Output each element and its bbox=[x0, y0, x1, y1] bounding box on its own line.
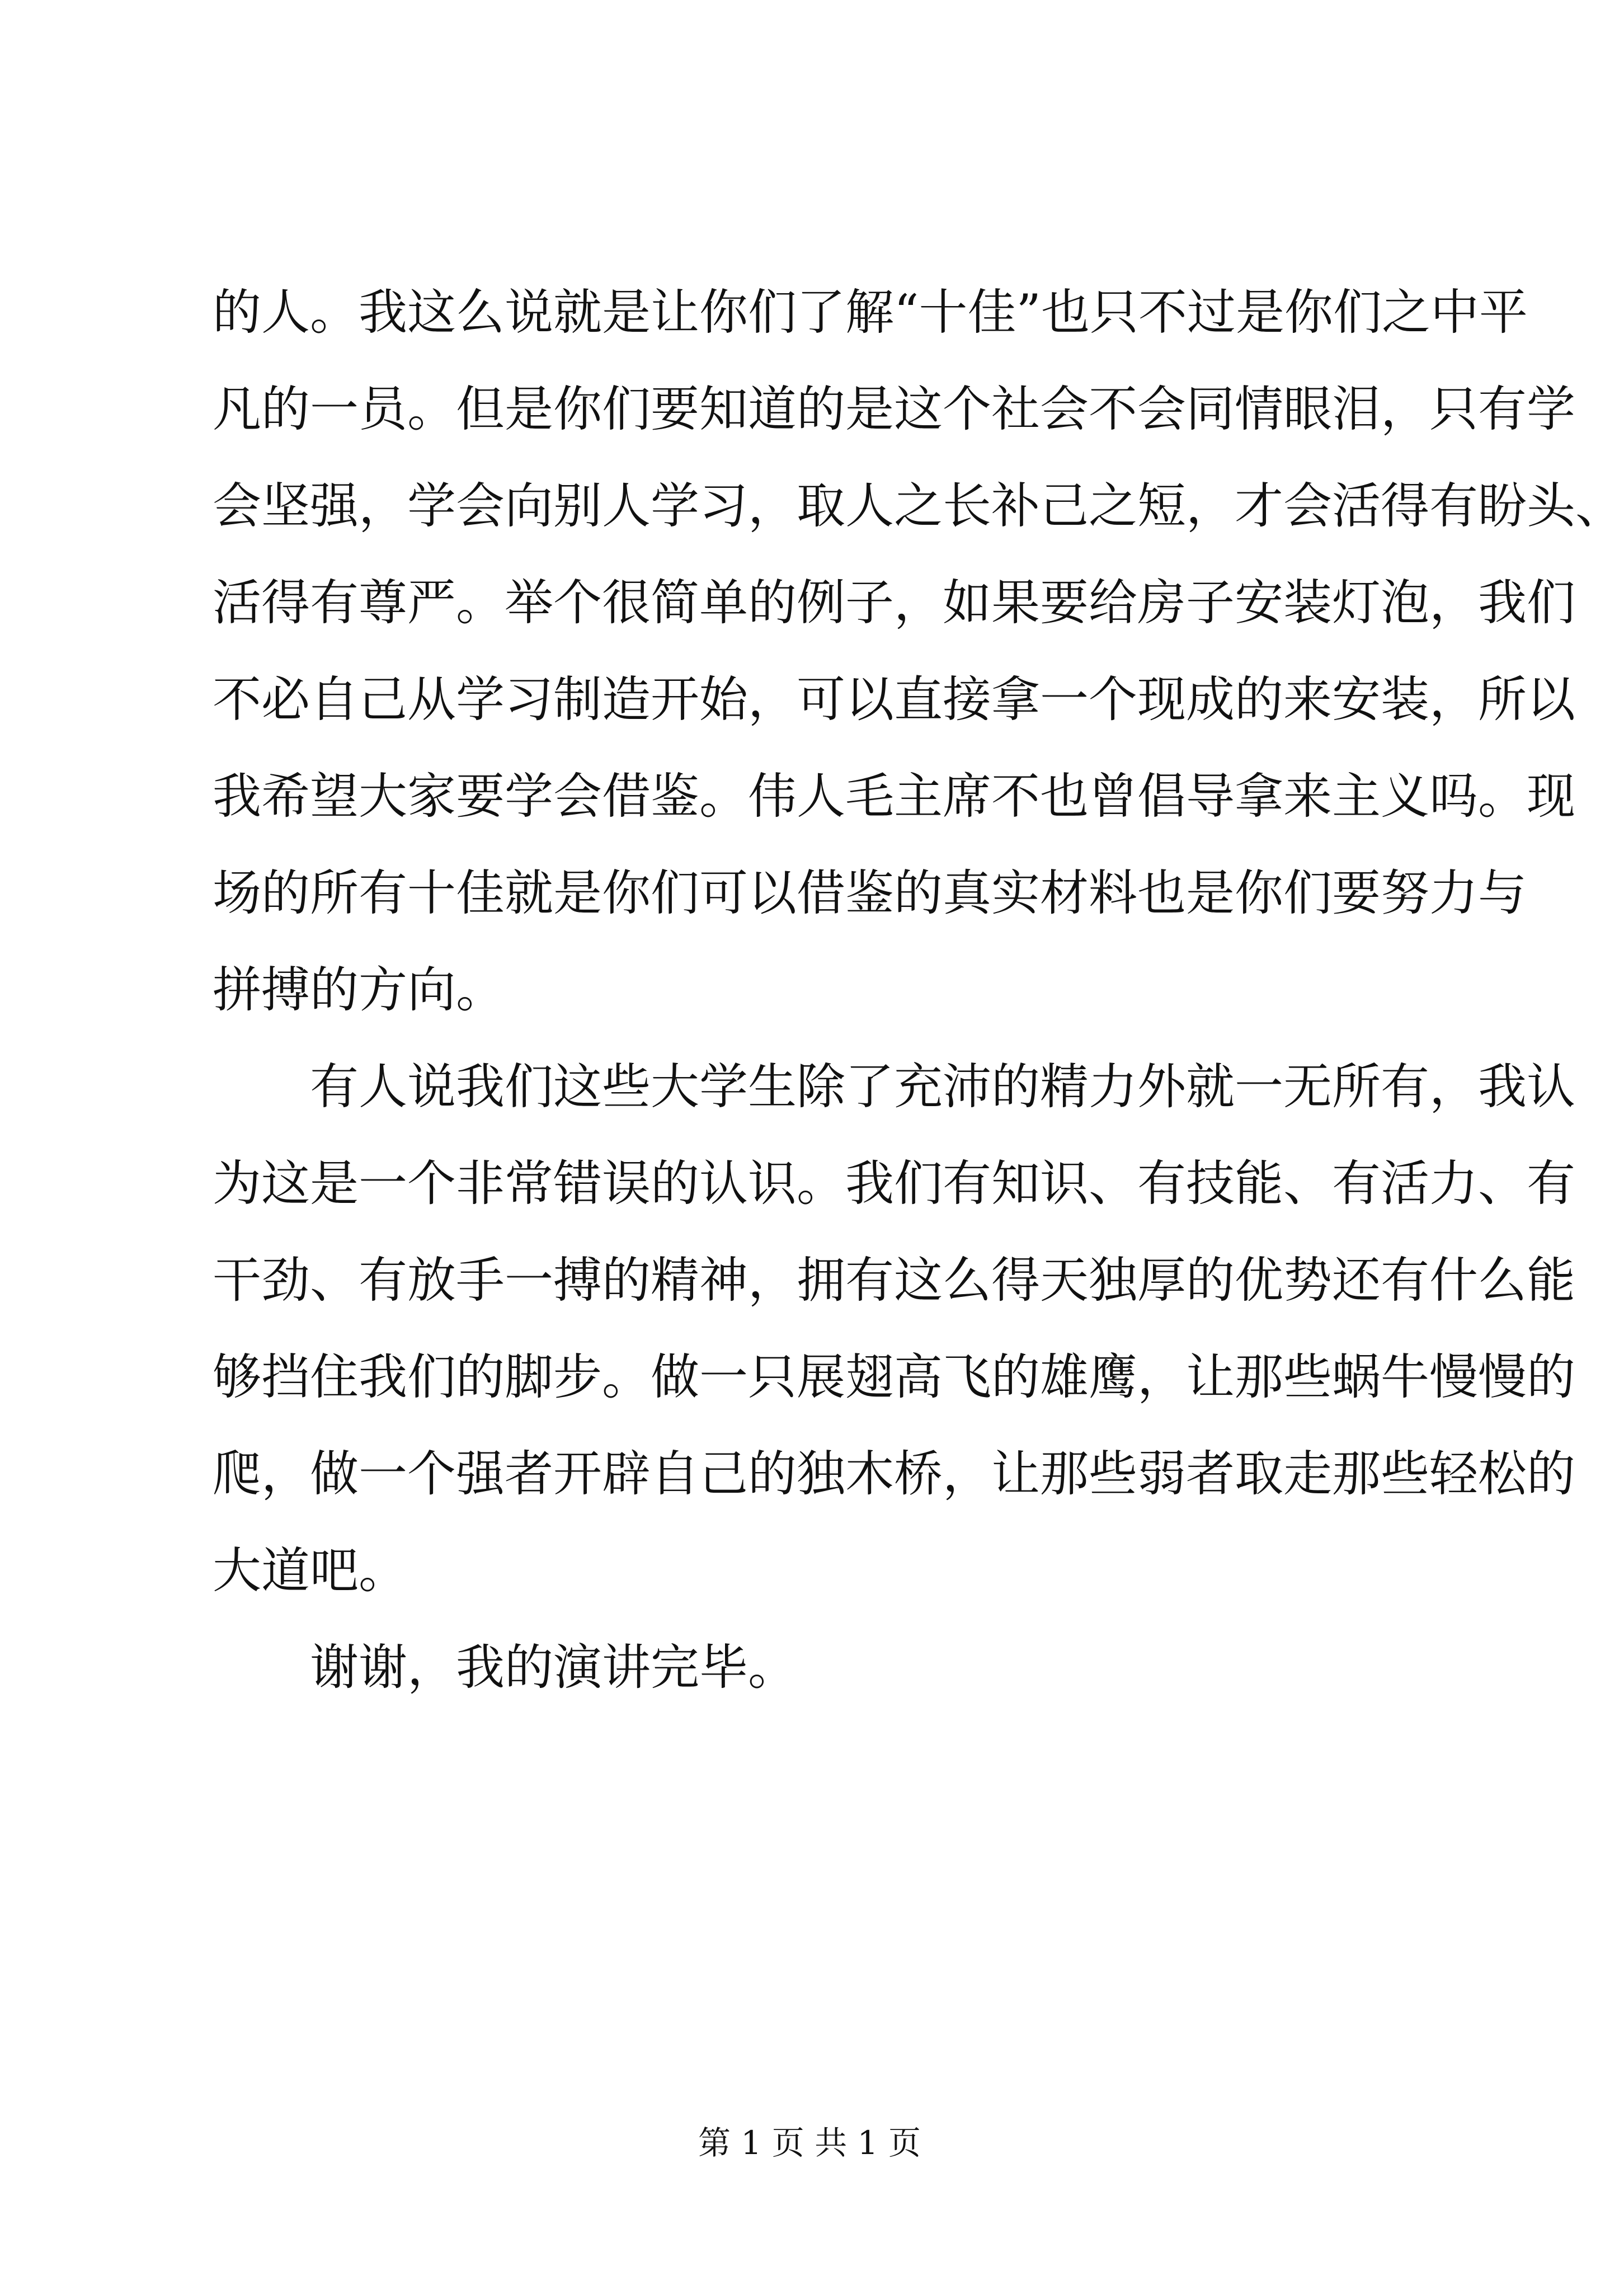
page-number-label: 第 1 页 共 1 页 bbox=[698, 2124, 921, 2162]
paragraph-2-line-6: 大道吧。 bbox=[213, 1542, 407, 1599]
document-body bbox=[213, 264, 1624, 1716]
paragraph-3-line-1: 谢谢，我的演讲完毕。 bbox=[310, 1639, 797, 1696]
paragraph-1-line-5: 不必自己从学习制造开始，可以直接拿一个现成的来安装，所以 bbox=[213, 671, 1575, 728]
paragraph-1-line-8: 拼搏的方向。 bbox=[213, 961, 505, 1018]
paragraph-2-line-1: 有人说我们这些大学生除了充沛的精力外就一无所有，我认 bbox=[310, 1058, 1575, 1115]
paragraph-2-line-2: 为这是一个非常错误的认识。我们有知识、有技能、有活力、有 bbox=[213, 1155, 1575, 1212]
paragraph-1-line-1: 的人。我这么说就是让你们了解“十佳”也只不过是你们之中平 bbox=[213, 284, 1528, 341]
paragraph-1-line-7: 场的所有十佳就是你们可以借鉴的真实材料也是你们要努力与 bbox=[213, 864, 1527, 921]
page-footer bbox=[0, 2120, 1619, 2165]
paragraph-2-line-4: 够挡住我们的脚步。做一只展翅高飞的雄鹰，让那些蜗牛慢慢的 bbox=[213, 1348, 1575, 1405]
paragraph-1-line-4: 活得有尊严。举个很简单的例子，如果要给房子安装灯泡，我们 bbox=[213, 574, 1575, 631]
paragraph-1-line-2: 凡的一员。但是你们要知道的是这个社会不会同情眼泪，只有学 bbox=[213, 380, 1575, 438]
paragraph-2-line-5: 爬，做一个强者开辟自己的独木桥，让那些弱者取走那些轻松的 bbox=[213, 1445, 1575, 1502]
paragraph-1-line-3: 会坚强，学会向别人学习，取人之长补己之短，才会活得有盼头、 bbox=[213, 477, 1624, 534]
paragraph-1-line-6: 我希望大家要学会借鉴。伟人毛主席不也曾倡导拿来主义吗。现 bbox=[213, 768, 1575, 825]
paragraph-2-line-3: 干劲、有放手一搏的精神，拥有这么得天独厚的优势还有什么能 bbox=[213, 1252, 1575, 1309]
